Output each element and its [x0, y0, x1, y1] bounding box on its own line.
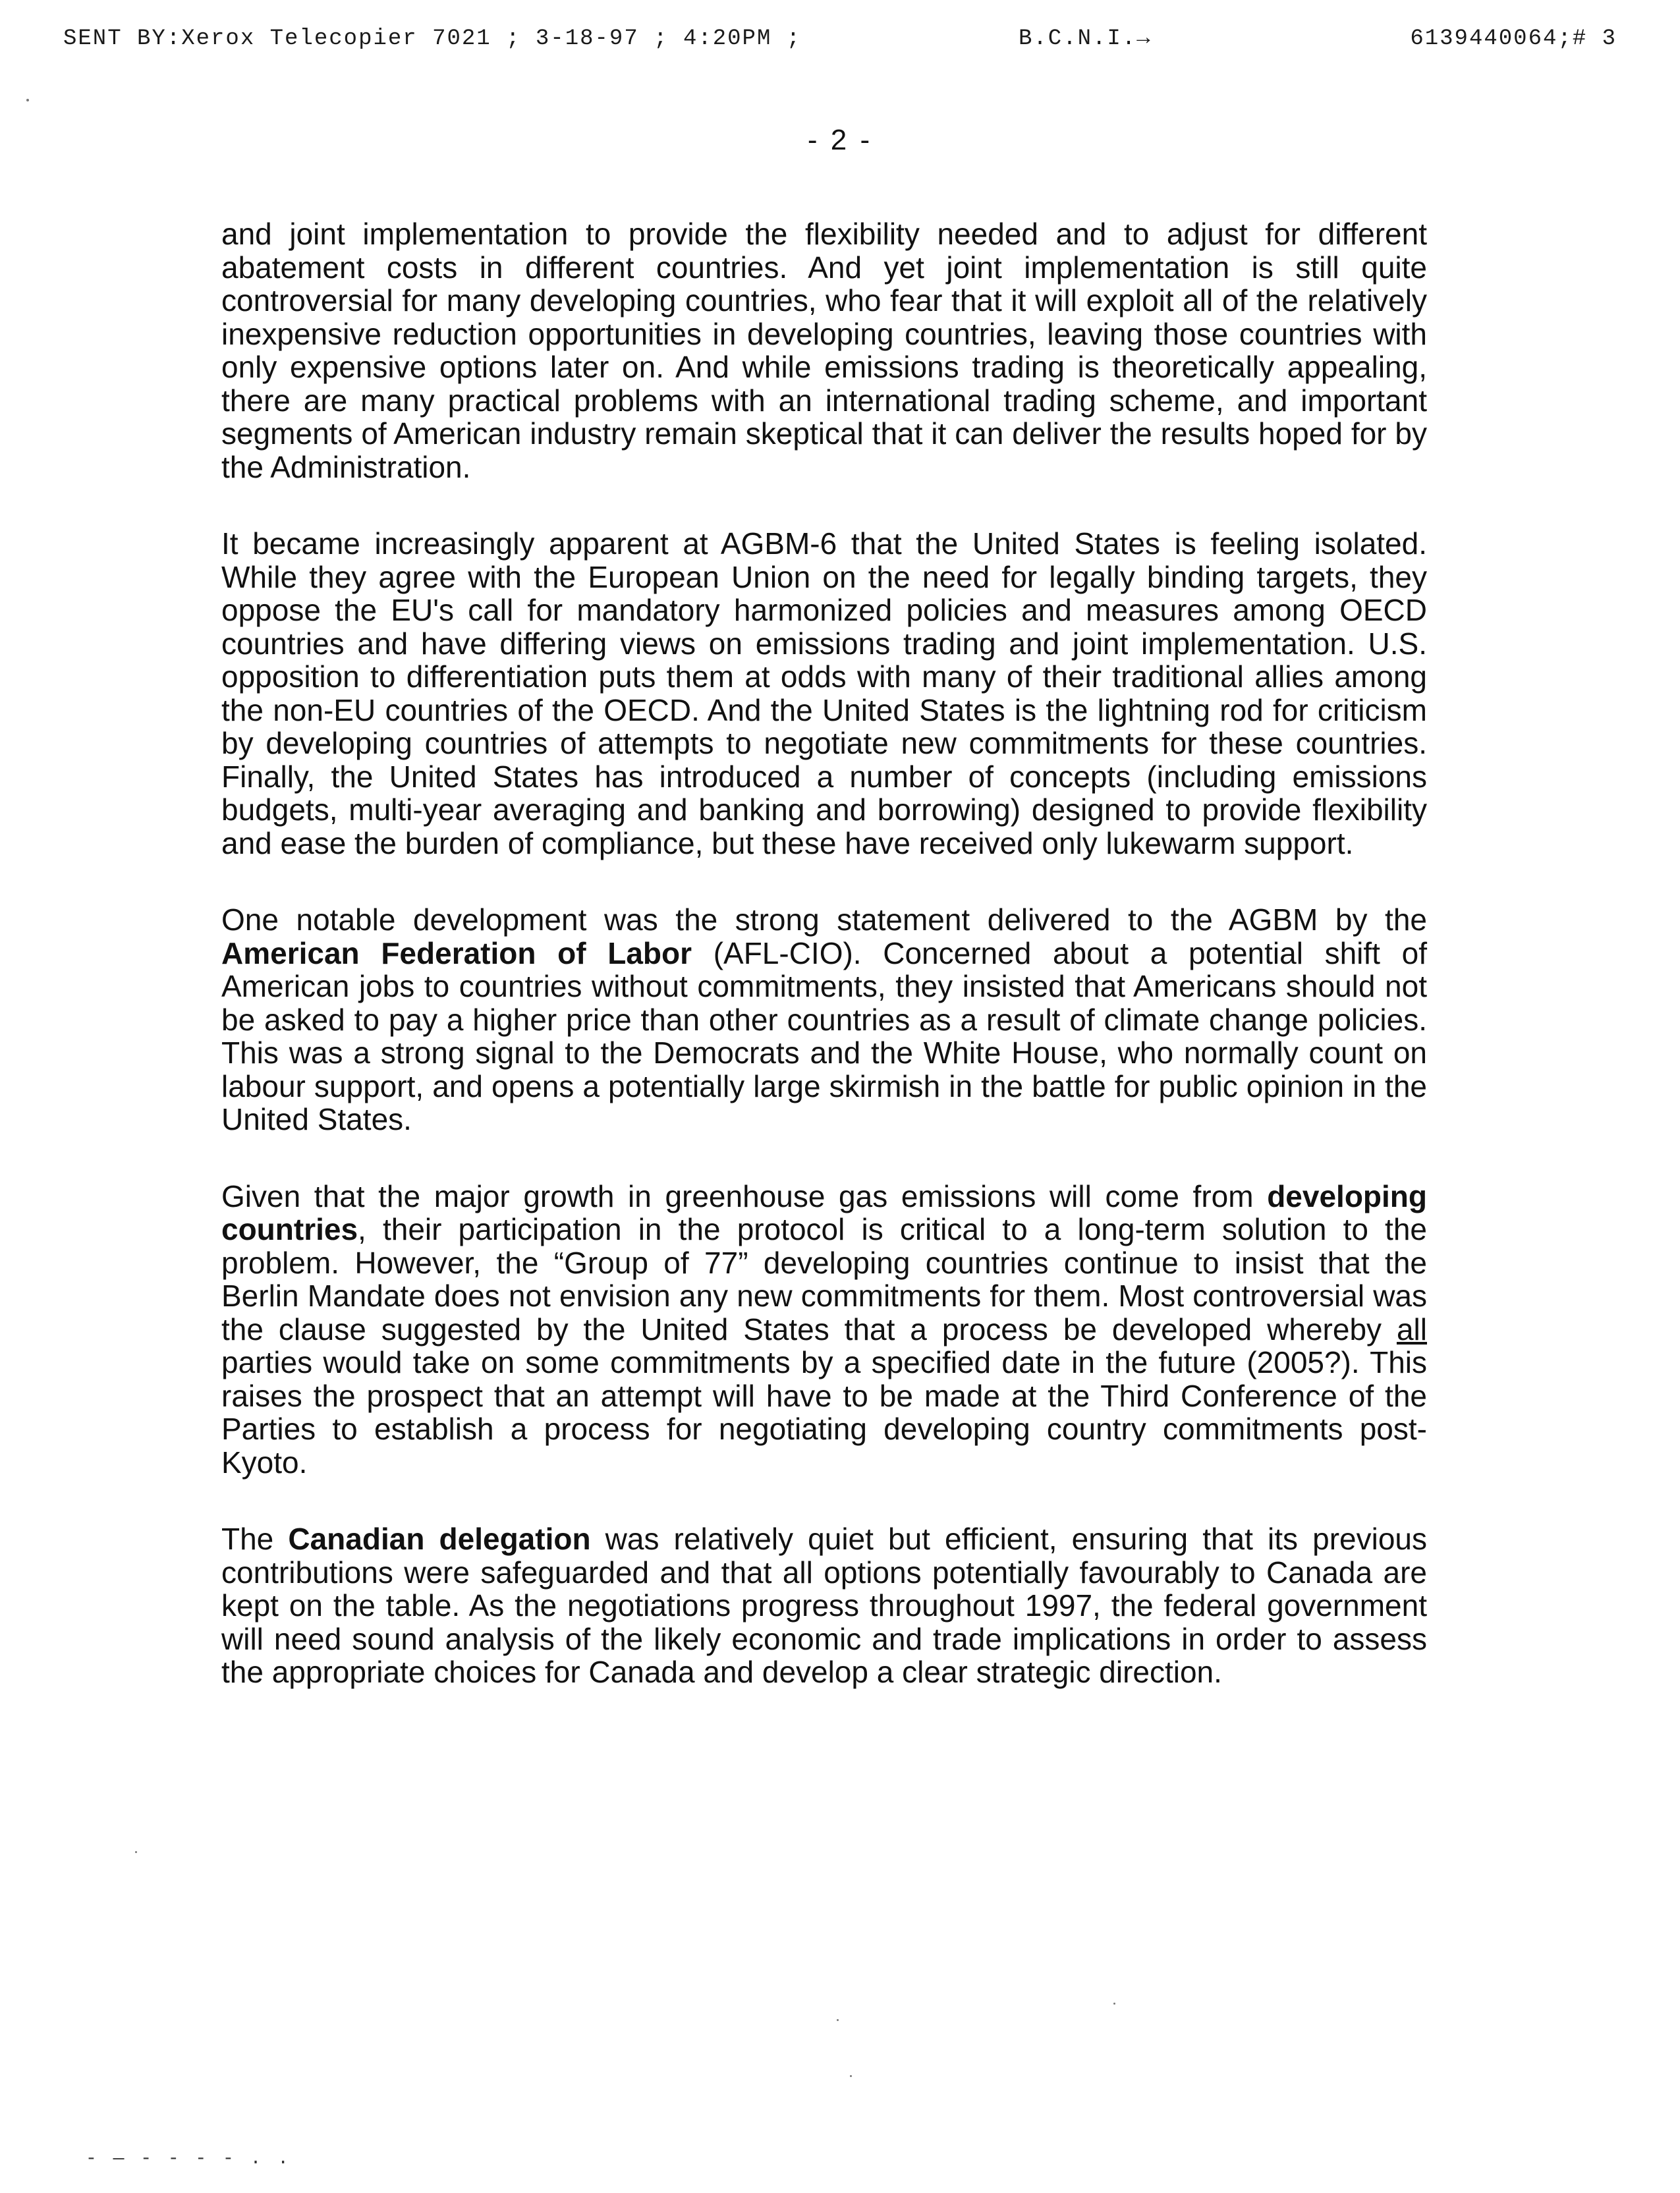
fax-page-number: 6139440064;# 3 [1410, 26, 1617, 51]
paragraph-text: Given that the major growth in greenhouse gas emissions will come from [221, 1179, 1268, 1213]
emphasized-term: Canadian delegation [288, 1522, 591, 1556]
document-body [221, 217, 1427, 1733]
paragraph-text: and joint implementation to provide the flexibility needed and to adjust for different abatement costs in different countries. And yet joint implementation is still quite controversial for many developing countries, who fear that it will exploit all of the relatively inexpensive reduction opportunities in developing countries, leaving those countries with only expensive options later on. And while emissions trading is theoretically appealing, there are many practical problems with an international trading scheme, and important segments of American industry remain skeptical that it can deliver the results hoped for by the Administration. [221, 217, 1427, 484]
scan-speck [26, 99, 29, 101]
fax-transmission-header [63, 26, 1617, 59]
scan-edge-marks: - — - - - - . . [86, 2149, 292, 2169]
emphasized-term: developing countries [221, 1179, 1427, 1246]
paragraph-developing-countries [221, 1180, 1427, 1480]
paragraph-text: (AFL-CIO). Concerned about a potential shift of American jobs to countries without commitments, they insisted that Americans should not be asked to pay a higher price than other countries as a result of climate change policies. This was a strong signal to the Democrats and the White House, who normally count on labour support, and opens a potentially large skirmish in the battle for public opinion in the United States. [221, 935, 1427, 1136]
scan-speck [135, 1851, 137, 1853]
paragraph-text: , their participation in the protocol is critical to a long-term solution to the problem. However, the “Group of 77” developing countries continue to insist that the Berlin Mandate does not envision any new commitments for them. Most controversial was the clause suggested by the United States that a process be developed whereby [221, 1212, 1427, 1346]
emphasized-term: American Federation of Labor [221, 935, 692, 970]
paragraph-text: parties would take on some commitments by a specified date in the future (2005?). This raises the prospect that an attempt will have to be made at the Third Conference of the Parties to establish a process for negotiating developing country commitments post-Kyoto. [221, 1345, 1427, 1480]
fax-destination: B.C.N.I.→ [1019, 26, 1152, 51]
paragraph-afl-cio [221, 903, 1427, 1136]
paragraph-canadian-delegation [221, 1522, 1427, 1689]
paragraph-us-isolation [221, 527, 1427, 860]
scan-speck [850, 2075, 852, 2077]
paragraph-joint-implementation [221, 217, 1427, 484]
paragraph-text: was relatively quiet but efficient, ensuring that its previous contributions were safeguarded and that all options potentially favourably to Canada are kept on the table. As the negotiations progress throughout 1997, the federal government will need sound analysis of the likely economic and trade implications in order to assess the appropriate choices for Canada and develop a clear strategic direction. [221, 1522, 1427, 1689]
paragraph-text: The [221, 1522, 289, 1556]
paragraph-text: It became increasingly apparent at AGBM-6 that the United States is feeling isolated. While they agree with the European Union on the need for legally binding targets, they oppose the EU's call for mandatory harmonized policies and measures among OECD countries and have differing views on emissions trading and joint implementation. U.S. opposition to differentiation puts them at odds with many of their traditional allies among the non-EU countries of the OECD. And the United States is the lightning rod for criticism by developing countries of attempts to negotiate new commitments for these countries. Finally, the United States has introduced a number of concepts (including emissions budgets, multi-year averaging and banking and borrowing) designed to provide flexibility and ease the burden of compliance, but these have received only lukewarm support. [221, 526, 1427, 860]
fax-sender-line: SENT BY:Xerox Telecopier 7021 ; 3-18-97 ; 4:20PM ; [63, 26, 802, 51]
page-number: - 2 - [807, 124, 873, 156]
scan-speck [837, 2019, 839, 2021]
paragraph-text: One notable development was the strong statement delivered to the AGBM by the [221, 902, 1427, 937]
scan-speck [1113, 2003, 1115, 2005]
underlined-term: all [1396, 1312, 1427, 1346]
